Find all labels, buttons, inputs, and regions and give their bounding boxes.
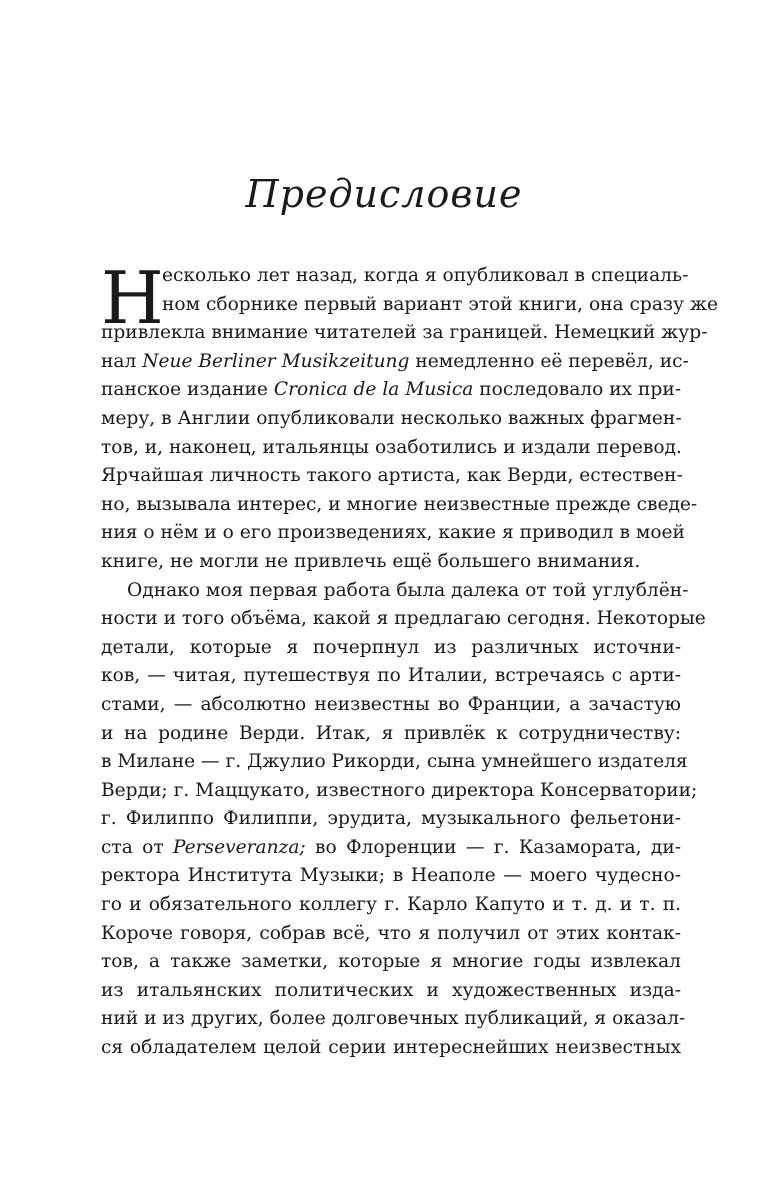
paragraph-1 — [101, 256, 719, 577]
text-line: ректора Института Музыки; в Неаполе — моего чудесно- — [101, 865, 681, 887]
text-line: есколько лет назад, когда я опубликовал в специаль- — [162, 265, 689, 286]
text-run: панское издание — [101, 379, 274, 401]
newspaper-title: Perseveranza; — [172, 836, 306, 858]
text-line — [101, 348, 689, 377]
text-line: из итальянских политических и художественных изда- — [101, 979, 681, 1001]
text-line: стами, — абсолютно неизвестны во Франции, а зачастую — [101, 693, 681, 715]
text-line: ся обладателем целой серии интереснейших неизвестных — [101, 1037, 681, 1059]
text-line: ков, — читая, путешествуя по Италии, встречаясь с арти- — [101, 665, 681, 687]
chapter-title: Предисловие — [245, 172, 523, 216]
text-line: ности и того объёма, какой я предлагаю сегодня. Некоторые — [101, 608, 706, 630]
text-line: и на родине Верди. Итак, я привлёк к сотрудничеству: — [101, 722, 681, 744]
text-line: Ярчайшая личность такого артиста, как Верди, естествен- — [101, 465, 683, 487]
journal-title: Cronica de la Musica — [273, 379, 474, 401]
text-run: во Флоренции — г. Казамората, ди- — [305, 836, 681, 858]
drop-cap: Н — [101, 256, 164, 340]
paragraph-2 — [101, 577, 706, 1063]
text-line: меру, в Англии опубликовали несколько важных фрагмен- — [101, 407, 682, 429]
text-line: в Милане — г. Джулио Рикорди, сына умнейшего издателя — [101, 751, 688, 773]
text-line: Однако моя первая работа была далека от той углублён- — [127, 579, 689, 601]
text-line — [101, 834, 681, 863]
text-run: последовало их при- — [473, 379, 681, 401]
text-run: ста от — [101, 836, 173, 858]
text-run: нал — [101, 350, 143, 372]
text-line: но, вызывала интерес, и многие неизвестные прежде сведе- — [101, 493, 698, 515]
text-line: го и обязательного коллегу г. Карло Капуто и т. д. и т. п. — [101, 894, 681, 916]
text-line: детали, которые я почерпнул из различных источни- — [101, 636, 681, 658]
body-text — [101, 256, 719, 1063]
text-line: ния о нём и о его произведениях, какие я приводил в моей — [101, 522, 685, 544]
text-line: ном сборнике первый вариант этой книги, она сразу же — [162, 293, 719, 315]
text-line: ний и из других, более долговечных публикаций, я оказал- — [101, 1008, 686, 1030]
text-line: Короче говоря, собрав всё, что я получил от этих контак- — [101, 922, 681, 944]
text-line: книге, не могли не привлечь ещё большего внимания. — [101, 550, 641, 572]
text-line: тов, а также заметки, которые я многие годы извлекал — [101, 951, 681, 973]
text-line — [101, 376, 681, 405]
text-line: Верди; г. Маццукато, известного директора Консерватории; — [101, 779, 698, 801]
text-line: тов, и, наконец, итальянцы озаботились и издали перевод. — [101, 436, 682, 458]
text-line: г. Филиппо Филиппи, эрудита, музыкального фельетони- — [101, 808, 681, 830]
text-line: привлекла внимание читателей за границей. Немецкий жур- — [101, 322, 708, 344]
text-run: немедленно её перевёл, ис- — [409, 350, 689, 372]
journal-title: Neue Berliner Musikzeitung — [142, 350, 410, 372]
